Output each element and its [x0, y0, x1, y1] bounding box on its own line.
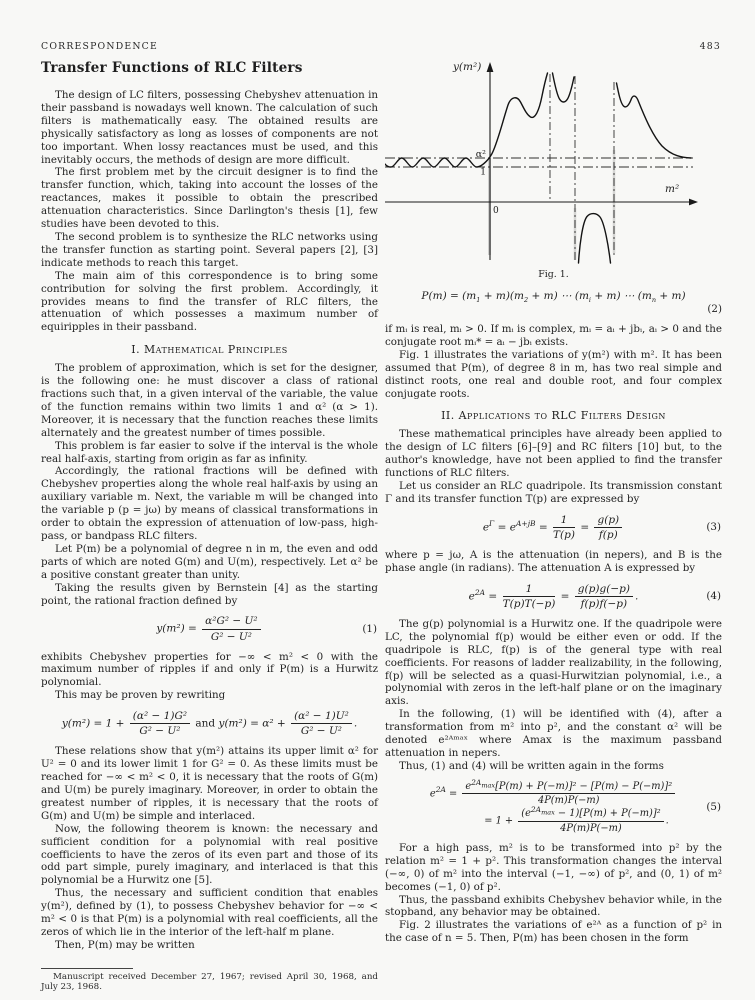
paragraph: Now, the following theorem is known: the necessary and sufficient condition for a polynomial with real positive coefficients to have the zeros of its even part and those of its odd part simple, purely imaginary, and interlaced is that this polynomial be a Hurwitz one [5].: [41, 822, 378, 887]
y-m2-curve: [385, 73, 691, 263]
paragraph: Taking the results given by Bernstein [4] as the starting point, the rational fraction defined by: [41, 581, 378, 607]
equation-2-number: (2): [707, 303, 722, 315]
article-title: Transfer Functions of RLC Filters: [41, 60, 303, 76]
x-axis-label: m²: [665, 183, 680, 195]
paragraph: if mᵢ is real, mᵢ > 0. If mᵢ is complex, mᵢ = aᵢ + jbᵢ, aᵢ > 0 and the conjugate root mᵢ* = aᵢ − jbᵢ exists.: [385, 323, 722, 348]
paragraph: The second problem is to synthesize the RLC networks using the transfer function as starting point. Several papers [2], [3] indicate methods to reach this target.: [41, 230, 378, 269]
section-heading-2: II. Applications to RLC Filters Design: [441, 409, 666, 423]
paragraph: exhibits Chebyshev properties for −∞ < m² < 0 with the maximum number of ripples if and only if P(m) is a Hurwitz polynomial.: [41, 650, 378, 689]
equation-3: [385, 514, 722, 541]
paragraph: This problem is far easier to solve if the interval is the whole real half-axis, starting from origin as far as infinity.: [41, 439, 378, 465]
paragraph: where p = jω, A is the attenuation (in nepers), and B is the phase angle (in radians). The attenuation A is expressed by: [385, 549, 722, 574]
footnote: [41, 968, 378, 993]
figure-1-plot: [385, 50, 723, 268]
paragraph: Accordingly, the rational fractions will be defined with Chebyshev properties along the whole real half-axis by using an auxiliary variable m. Next, the variable m will be changed into the variable p (p = jω) by means of classical transformations in order to obtain the expression of attenuation of low-pass, high-pass, or bandpass RLC filters.: [41, 465, 378, 542]
equation-3-body: $e^\Gamma = e^{A+jB}$ = $\frac{1}{T(p)}$ = $\frac{g(p)}{f(p)}$: [483, 514, 624, 541]
paragraph: The main aim of this correspondence is to bring some contribution for solving the first problem. Accordingly, it provides means to find the transfer of RLC filters, the attenuation of which possesses a maximum number of equiripples in their passband.: [41, 269, 378, 334]
paragraph: Thus, (1) and (4) will be written again in the forms: [399, 759, 664, 772]
footnote-rule: [41, 968, 133, 969]
paragraph: For a high pass, m² is to be transformed into p² by the relation m² = 1 + p². This transformation changes the interval (−∞, 0) of m² into the interval (−1, −∞) of p², and (0, 1) of m² becomes (−1, 0) of p².: [385, 841, 722, 893]
page-number: 483: [699, 41, 721, 52]
equation-2-body: $P(m) = (m_1 + m)(m_2 + m)$ ⋯ $(m_i + m)$ ⋯ $(m_n + m)$: [421, 290, 686, 305]
footnote-text: Manuscript received December 27, 1967; revised April 30, 1968, and July 23, 1968.: [41, 971, 378, 993]
y-axis-label: y(m²): [453, 61, 482, 73]
equation-1: [41, 615, 378, 642]
equation-4-body: $e^{2A}$ = $\frac{1}{T(p)T(-p)}$ = $\frac{g(p)g(-p)}{f(p)f(-p)}$ .: [468, 582, 639, 610]
equation-4: [385, 583, 722, 610]
equation-5: [385, 777, 722, 834]
equation-rewrite-body: y(m²) = 1 + $\frac{\text{(α² − 1)G²}}{\text{G² − U²}}$ and y(m²) = α² + $\frac{\text{(α² − 1)U²}}{\text{G² − U²}}$ .: [61, 710, 358, 738]
axes: [385, 64, 689, 260]
equation-5-line1: $e^{2A}$ = $\frac{e^{2A_{max}}[P(m) + P(-m)]^2 - [P(m) - P(-m)]^2}{4P(m)P(-m)}$: [430, 781, 677, 807]
alpha-squared-label: α²: [475, 149, 486, 160]
equation-5-number: (5): [706, 801, 721, 814]
paragraph: Thus, the passband exhibits Chebyshev behavior while, in the stopband, any behavior may be obtained.: [385, 893, 722, 919]
equation-1-body: y(m²) = $\frac{\text{α²G² − U²}}{\text{G² − U²}}$: [156, 615, 262, 642]
equation-1-number: (1): [362, 623, 377, 635]
figure-1: [385, 50, 722, 280]
equation-2: [385, 290, 722, 315]
zero-label: 0: [493, 206, 499, 216]
one-label: 1: [480, 167, 486, 178]
paragraph: Let us consider an RLC quadripole. Its transmission constant Γ and its transfer function T(p) are expressed by: [385, 480, 722, 505]
right-column: [385, 50, 722, 945]
journal-label: CORRESPONDENCE: [41, 41, 158, 52]
section-heading-1: I. Mathematical Principles: [131, 343, 288, 357]
paragraph: Fig. 1 illustrates the variations of y(m²) with m². It has been assumed that P(m), of degree 8 in m, has two real simple and distinct roots, one real and double root, and four complex conjugate roots.: [385, 348, 722, 400]
paragraph: The first problem met by the circuit designer is to find the transfer function, which, taking into account the losses of the reactances, makes it possible to obtain the prescribed attenuation characteristics. Since Darlington's thesis [1], few studies have been devoted to this.: [41, 166, 378, 231]
paragraph: The g(p) polynomial is a Hurwitz one. If the quadripole were LC, the polynomial f(p) would be either even or odd. If the quadripole is RLC, f(p) is of the general type with real coefficients. For reasons of ladder realizability, in the following, f(p) will be selected as a quasi-Hurwitzian polynomial, i.e., a polynomial with zeros in the left-half plane or on the imaginary axis.: [385, 617, 722, 708]
figure-1-caption: Fig. 1.: [538, 269, 569, 280]
paragraph: In the following, (1) will be identified with (4), after a transformation from m² into p², and the constant α² will be denoted e²ᴬᵐᵃˣ where Amax is the maximum passband attenuation in nepers.: [385, 708, 722, 759]
paragraph: These mathematical principles have already been applied to the design of LC filters [6]–[9] and RC filters [10] but, to the author's knowledge, have not been applied to find the transfer functions of RLC filters.: [385, 428, 722, 480]
paragraph: Fig. 2 illustrates the variations of e²ᴬ as a function of p² in the case of n = 5. Then, P(m) has been chosen in the form: [385, 919, 722, 945]
left-column: [41, 60, 378, 993]
paragraph: Thus, the necessary and sufficient condition that enables y(m²), defined by (1), to possess Chebyshev behavior for −∞ < m² < 0 is that P(m) is a polynomial with real coefficients, all the zeros of which lie in the interior of the left-half m plane.: [41, 887, 378, 938]
paragraph: The problem of approximation, which is set for the designer, is the following one: he must discover a class of rational fractions such that, in a given interval of the variable, the value of the function remains within two limits 1 and α² (α > 1). Moreover, it is necessary that the function reaches these limits alternately and the greatest number of times possible.: [41, 362, 378, 439]
equation-4-number: (4): [706, 590, 721, 603]
equation-5-line2: = 1 + $\frac{(e^{2A_{max}} - 1)[P(m) + P(-m)]^2}{4P(m)P(-m)}$ .: [484, 805, 669, 834]
equation-rewrite: [41, 710, 378, 737]
paragraph: Let P(m) be a polynomial of degree n in m, the even and odd parts of which are noted G(m) and U(m), respectively. Let α² be a positive constant greater than unity.: [41, 542, 378, 581]
equation-3-number: (3): [706, 521, 721, 534]
paragraph: These relations show that y(m²) attains its upper limit α² for U² = 0 and its lower limit 1 for G² = 0. As these limits must be reached for −∞ < m² < 0, it is necessary that the roots of G(m) and U(m) be purely imaginary. Moreover, in order to obtain the greatest number of ripples, it is necessary that the roots of G(m) and U(m) be simple and interlaced.: [41, 745, 378, 822]
y-axis-arrow-icon: [487, 62, 494, 72]
paragraph: This may be proven by rewriting: [55, 689, 226, 702]
x-axis-arrow-icon: [689, 199, 698, 206]
paragraph: Then, P(m) may be written: [55, 938, 195, 951]
paragraph: The design of LC filters, possessing Chebyshev attenuation in their passband is nowadays well known. The calculation of such filters is mathematically easy. The obtained results are physically satisfactory as long as losses of components are not too important. When lossy reactances must be used, and this inevitably occurs, the methods of design are more difficult.: [41, 89, 378, 166]
